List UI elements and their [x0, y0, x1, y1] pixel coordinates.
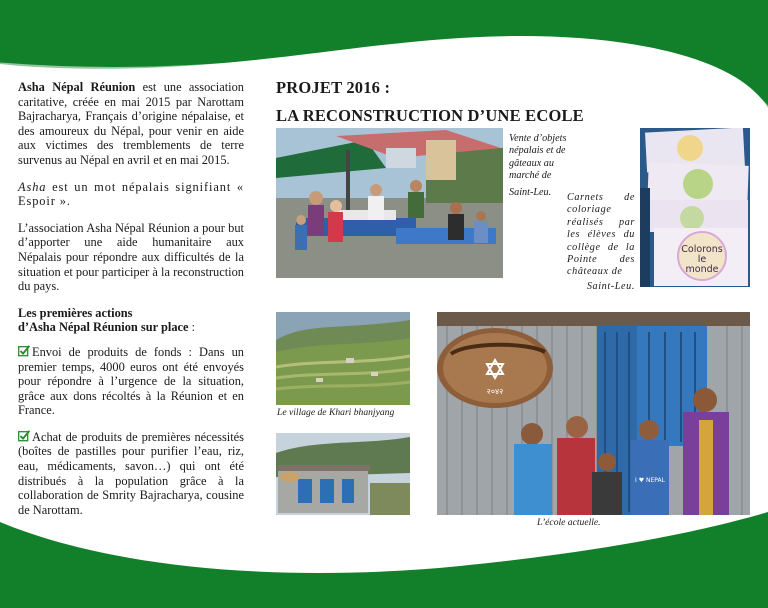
market-caption: Vente d’objets népalais et de gâteaux au marché de Saint-Leu.	[509, 133, 567, 198]
left-column	[18, 80, 244, 529]
intro-paragraph: Asha Népal Réunion est une association caritative, créée en mai 2015 par Narottam Bajracharya, Français d’origine népalaise, et des amoureux du Népal, pour venir en aide aux victimes des tremblements de terre survenus au Népal en avril et en mai 2015.	[18, 80, 244, 167]
coloring-book-title: Colorons	[681, 244, 723, 255]
asha-paragraph: Asha est un mot népalais signifiant « Espoir ».	[18, 179, 244, 209]
market-stall-photo	[276, 128, 503, 278]
actions-heading: Les premières actions d’Asha Népal Réunion sur place :	[18, 305, 196, 335]
coloring-books-photo	[640, 128, 750, 287]
project-title: PROJET 2016 :	[276, 78, 391, 97]
org-name: Asha Népal Réunion	[18, 80, 136, 94]
village-terraces-photo	[276, 312, 410, 405]
school-children-photo	[437, 312, 750, 515]
project-subtitle: LA RECONSTRUCTION D’UNE ECOLE	[276, 106, 584, 125]
checkbox-check-icon	[18, 345, 30, 357]
shirt-text: I ♥ NEPAL	[635, 477, 665, 484]
action-item-1: Envoi de produits de fonds : Dans un premier temps, 4000 euros ont été envoyés pour répondre à l’urgence de la situation, grâce aux dons récoltés à la Réunion et en France.	[18, 344, 244, 418]
school-sign-year: २०४२	[486, 387, 504, 396]
svg-text:le: le	[697, 254, 707, 265]
svg-text:monde: monde	[685, 264, 719, 275]
school-caption: L’école actuelle.	[537, 517, 601, 528]
goal-paragraph: L’association Asha Népal Réunion a pour but d’apporter une aide humanitaire aux Népalais pour répondre aux difficultés de la situation et pour participer à la reconstruction du pays.	[18, 220, 244, 294]
coloring-books-caption: Carnets de coloriage réalisés par les élèves du collège de la Pointe des châteaux de Saint-Leu.	[567, 192, 635, 292]
school-building-photo	[276, 433, 410, 515]
village-caption: Le village de Khari bhanjyang	[277, 407, 395, 418]
action-item-2: Achat de produits de premières nécessités (boîtes de pastilles pour purifier l’eau, riz, eau, médicaments, savon…) qui ont été distribués à la population grâce à la collaboration de Smrity Bajracharya, cousine de Narottam.	[18, 429, 244, 517]
checkbox-check-icon	[18, 430, 30, 442]
